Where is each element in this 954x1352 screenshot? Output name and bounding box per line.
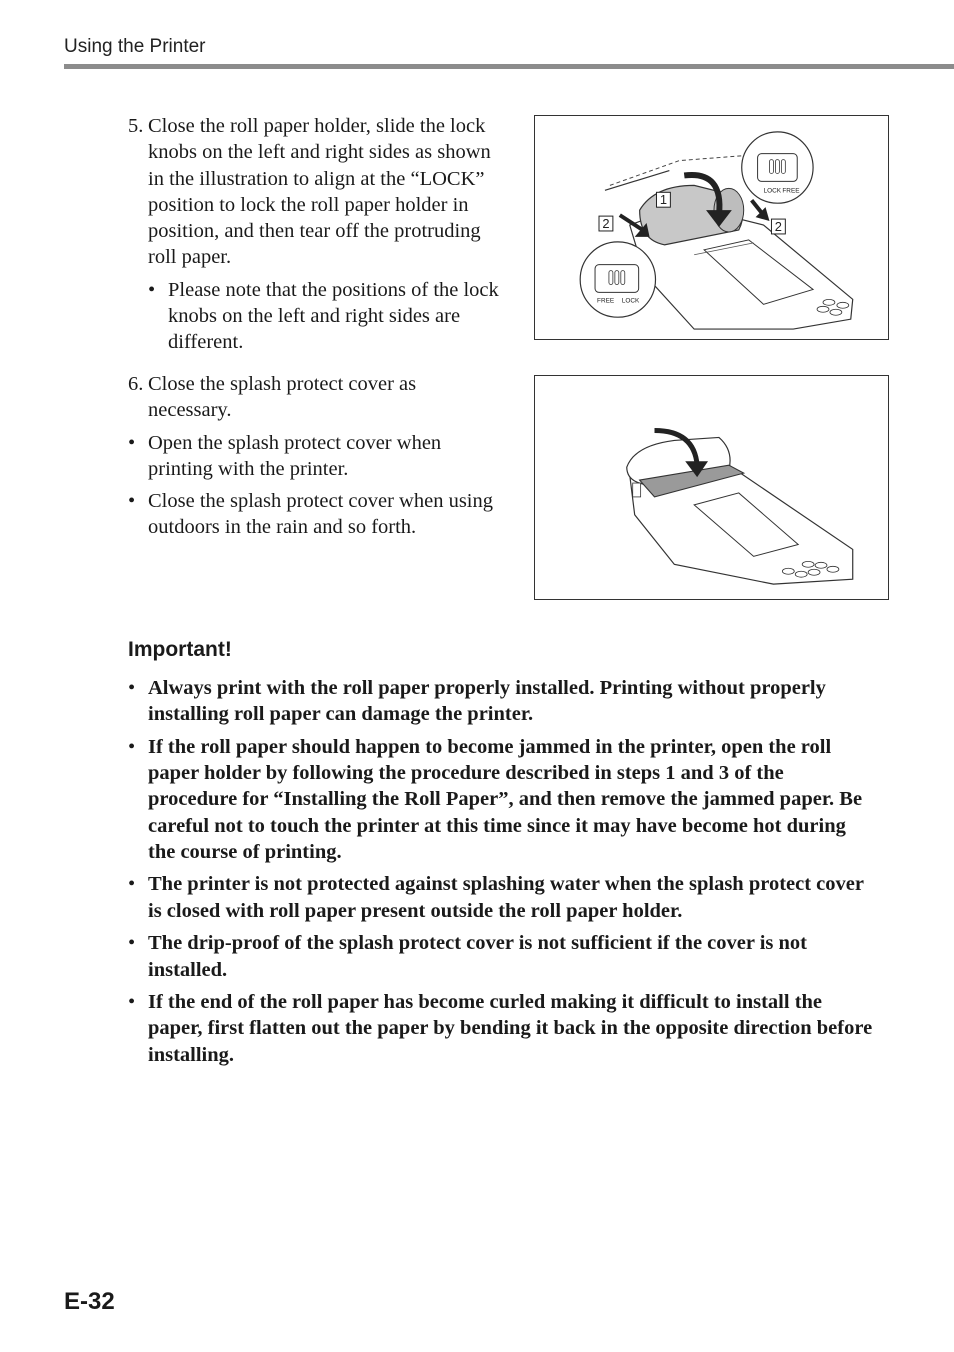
important-item-text: The drip-proof of the splash protect cover is not sufficient if the cover is not installed. [148, 932, 807, 981]
important-item-text: If the roll paper should happen to become jammed in the printer, open the roll paper holder by following the procedure described in steps 1 and 3 of the procedure for “Installing the Roll Paper”, and then remove the jammed paper. Be careful not to touch the printer at this time since it may have become hot during the course of printing. [148, 735, 863, 863]
step-6-bullets [128, 430, 500, 541]
step-6 [128, 371, 500, 541]
important-item [128, 989, 878, 1068]
step-6-bullet-text: Open the splash protect cover when printing with the printer. [148, 431, 442, 480]
knob-left-lock-label: LOCK [621, 297, 640, 305]
bullet-glyph: • [128, 431, 136, 454]
step-6-number: 6. [128, 373, 144, 395]
step-5-bullet [148, 277, 500, 356]
bullet-glyph: • [128, 991, 136, 1014]
callout-1: 1 [659, 192, 668, 208]
bullet-glyph: • [128, 735, 136, 758]
callout-2-right: 2 [774, 218, 782, 234]
bullet-glyph: • [128, 932, 136, 955]
important-item [128, 930, 878, 982]
step-5-number: 5. [128, 115, 144, 137]
figure-splash-cover [534, 375, 889, 600]
figure-lock-knobs [534, 115, 889, 340]
step-6-bullet-text: Close the splash protect cover when using outdoors in the rain and so forth. [148, 490, 494, 539]
callout-2-left: 2 [602, 215, 610, 231]
printer-lock-illustration [535, 116, 888, 339]
header-rule [64, 64, 954, 69]
step-5-bullet-text: Please note that the positions of the lock knobs on the left and right sides are different. [168, 278, 499, 354]
knob-left-free-label: FREE [597, 297, 615, 305]
bullet-glyph: • [148, 278, 156, 301]
step-6-text: Close the splash protect cover as necessary. [148, 373, 417, 422]
important-item-text: Always print with the roll paper properly installed. Printing without properly installing roll paper can damage the printer. [148, 677, 826, 726]
step-5 [128, 113, 500, 356]
important-item-text: If the end of the roll paper has become curled making it difficult to install the paper, first flatten out the paper by bending it back in the opposite direction before installing. [148, 991, 873, 1066]
important-item [128, 734, 878, 865]
page-number: E-32 [64, 1288, 115, 1315]
printer-splash-cover-illustration [535, 376, 888, 599]
step-5-bullets [148, 277, 500, 356]
step-6-bullet [128, 430, 500, 483]
knob-right-free-label: FREE [782, 187, 800, 195]
section-header: Using the Printer [64, 36, 206, 57]
important-item-text: The printer is not protected against splashing water when the splash protect cover is closed with roll paper present outside the roll paper holder. [148, 873, 864, 922]
important-list [128, 675, 878, 1074]
knob-right-lock-label: LOCK [763, 187, 782, 195]
important-heading: Important! [128, 638, 232, 661]
important-item [128, 871, 878, 923]
bullet-glyph: • [128, 677, 136, 699]
bullet-glyph: • [128, 873, 136, 896]
bullet-glyph: • [128, 490, 136, 513]
step-6-bullet [128, 488, 500, 541]
step-5-text: Close the roll paper holder, slide the lock knobs on the left and right sides as shown in the illustration to align at the “LOCK” position to lock the roll paper holder in position, and then tear off the protruding roll paper. [148, 115, 491, 269]
important-item [128, 675, 878, 727]
